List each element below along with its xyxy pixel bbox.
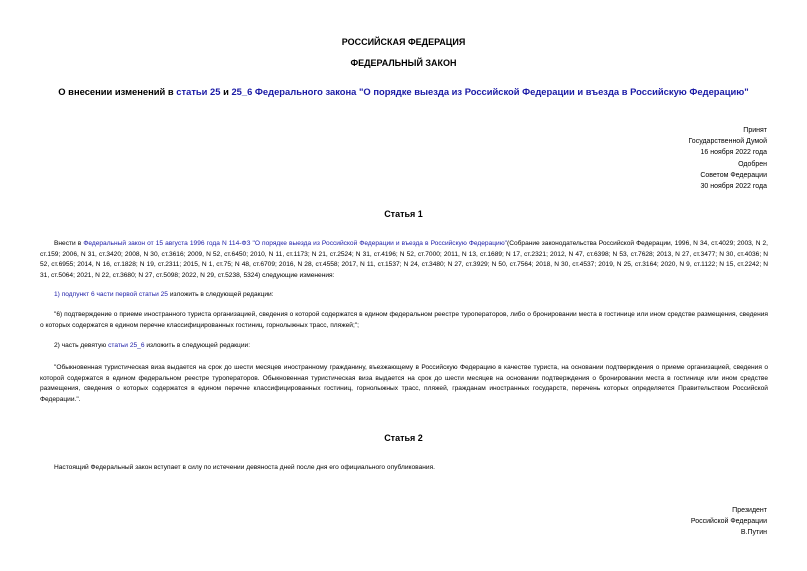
- document-title: [0, 86, 807, 97]
- article-1-item-1: [40, 290, 768, 301]
- adoption-line: Советом Федерации: [700, 171, 767, 179]
- item-2-text-before: 2) часть девятую: [54, 342, 109, 349]
- link-article-25-6[interactable]: 25_6: [231, 86, 253, 97]
- signature-title: Российской Федерации: [690, 518, 767, 526]
- signature-block: [691, 505, 767, 539]
- adoption-date: 30 ноября 2022 года: [700, 183, 767, 191]
- intro-text-before: Внести в: [54, 240, 84, 247]
- adoption-line: Одобрен: [738, 160, 767, 168]
- link-subparagraph-6[interactable]: 1) подпункт 6 части первой статьи 25: [54, 291, 168, 298]
- article-1-item-1-quote: "6) подтверждение о приеме иностранного туриста организацией, сведения о которой содержатся в едином федеральном реестре туроператоров, либо о бронировании места в гостинице или ином средстве размещения, сведения о которых содержатся в едином перечне классифицированных гостиниц, горнолыжных трасс, пляжей;";: [40, 311, 768, 329]
- link-federal-law[interactable]: Федерального закона "О порядке выезда из Российской Федерации и въезда в Российскую Федерацию": [252, 86, 749, 97]
- article-1-item-2: [40, 341, 768, 352]
- title-text-mid: и: [220, 86, 232, 97]
- document-type-heading: ФЕДЕРАЛЬНЫЙ ЗАКОН: [350, 58, 457, 68]
- intro-text-after: (Собрание законодательства Российской Федерации, 1996, N 34, ст.4029; 2003, N 2, ст.159; 2006, N 31, ст.3420; 2008, N 30, ст.3616; 2009, N 52, ст.6450; 2010, N 11, ст.1173; N 21, ст.2524; N 31, ст.4196; N 52, ст.7000; 2011, N 13, ст.1689; N 17, ст.2321; 2012, N 47, ст.6398; N 53, ст.7628; 2013, N 27, ст.3477; N 30, ст.4036; N 52, ст.6955; 2014, N 16, ст.1828; N 19, ст.2311; 2015, N 1, ст.75; N 48, ст.6709; 2016, N 28, ст.4558; 2017, N 11, ст.1537; N 24, ст.3480; N 27, ст.3929; N 50, ст.7564; 2018, N 30, ст.4537; 2019, N 25, ст.3164; 2020, N 9, ст.1122; N 15, ст.2242; N 31, ст.5064; 2021, N 22, ст.3680; N 27, ст.5098; 2022, N 29, ст.5238, 5324) следующие изменения:: [40, 240, 769, 279]
- adoption-line: Государственной Думой: [688, 138, 767, 146]
- country-heading: РОССИЙСКАЯ ФЕДЕРАЦИЯ: [341, 37, 466, 47]
- link-article-25-6-body[interactable]: статьи 25_6: [108, 342, 145, 349]
- article-2-text: Настоящий Федеральный закон вступает в силу по истечении девяноста дней после дня его официального опубликования.: [54, 464, 435, 471]
- item-2-text-after: изложить в следующей редакции:: [144, 342, 251, 349]
- link-law-114-fz[interactable]: Федеральный закон от 15 августа 1996 года N 114-ФЗ "О порядке выезда из Российской Федерации и въезда в Российскую Федерацию": [83, 240, 507, 247]
- signature-title: Президент: [732, 507, 767, 514]
- adoption-date: 16 ноября 2022 года: [700, 149, 767, 157]
- item-1-text: изложить в следующей редакции:: [167, 291, 274, 298]
- signature-name: В.Путин: [740, 529, 767, 537]
- link-article-25[interactable]: статьи 25: [176, 86, 221, 97]
- adoption-line: Принят: [743, 127, 767, 134]
- article-2-heading: Статья 2: [384, 433, 423, 443]
- article-1-heading: Статья 1: [384, 209, 423, 219]
- adoption-block: [688, 125, 767, 192]
- article-1-intro: [40, 239, 768, 281]
- article-1-item-2-quote: "Обыкновенная туристическая виза выдается на срок до шести месяцев иностранному гражданину, въезжающему в Российскую Федерацию в качестве туриста, на основании подтверждения о приеме организацией, сведения о которой содержатся в едином федеральном реестре туроператоров. Обыкновенная туристическая виза выдается на срок до шести месяцев на основании подтверждения о бронировании места в гостинице или ином средстве размещения, сведения о которых содержатся в едином перечне классифицированных гостиниц, горнолыжных трасс, пляжей, гражданам иностранных государств, перечень которых определяется Правительством Российской Федерации.".: [40, 364, 768, 403]
- title-text-before: О внесении изменений в: [58, 86, 177, 97]
